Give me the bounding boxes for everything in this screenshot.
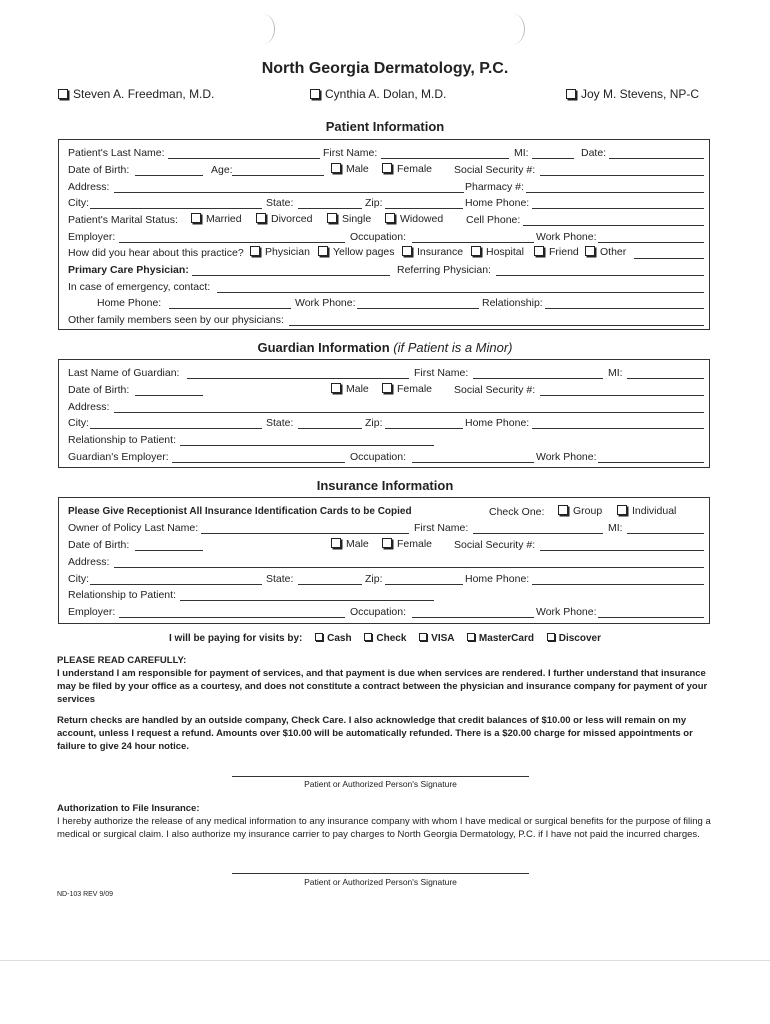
policy-occupation-field[interactable] — [412, 617, 534, 618]
checkbox-icon[interactable] — [310, 89, 320, 99]
widowed-option[interactable]: Widowed — [385, 213, 443, 225]
emergency-contact-field[interactable] — [217, 292, 704, 293]
policy-dob-field[interactable] — [135, 550, 203, 551]
guardian-address-field[interactable] — [114, 412, 704, 413]
referral-hospital-option[interactable]: Hospital — [471, 246, 524, 258]
sex-male-option[interactable]: Male — [331, 163, 369, 175]
checkbox-icon[interactable] — [534, 246, 544, 256]
policy-home-phone-label: Home Phone: — [465, 573, 530, 585]
insurance-cards-note: Please Give Receptionist All Insurance Identification Cards to be Copied — [68, 506, 412, 517]
checkbox-icon[interactable] — [191, 213, 201, 223]
policy-mi-label: MI: — [608, 522, 623, 534]
divorced-option[interactable]: Divorced — [256, 213, 312, 225]
payment-responsibility-text: I understand I am responsible for payment of services, and that payment is due when services are rendered. I further understand that insurance may be filed by your office as a courtesy, and does not constitute a contract between the physician and insurance company for payment of your services — [57, 668, 708, 705]
employer-field[interactable] — [119, 242, 345, 243]
city-label: City: — [68, 197, 89, 209]
patient-section-title: Patient Information — [325, 119, 445, 134]
date-field[interactable] — [609, 158, 704, 159]
referral-physician-option[interactable]: Physician — [250, 246, 310, 258]
policy-first-name-label: First Name: — [414, 522, 469, 534]
zip-label: Zip: — [365, 197, 383, 209]
guardian-occupation-label: Occupation: — [350, 451, 407, 463]
guardian-dob-field[interactable] — [135, 395, 203, 396]
guardian-state-label: State: — [266, 417, 294, 429]
referral-other-option[interactable]: Other — [585, 246, 626, 258]
pay-discover-option[interactable]: Discover — [547, 633, 601, 644]
mi-field[interactable] — [532, 158, 574, 159]
punch-hole-right — [502, 14, 525, 44]
checkbox-icon[interactable] — [327, 213, 337, 223]
guardian-relationship-field[interactable] — [180, 445, 434, 446]
checkbox-icon[interactable] — [256, 213, 266, 223]
occupation-field[interactable] — [412, 242, 534, 243]
checkbox-icon[interactable] — [331, 383, 341, 393]
emergency-relationship-field[interactable] — [545, 308, 704, 309]
policy-owner-field[interactable] — [201, 533, 409, 534]
single-option[interactable]: Single — [327, 213, 371, 225]
punch-hole-left — [252, 14, 275, 44]
address-field[interactable] — [114, 192, 464, 193]
ssn-label: Social Security #: — [454, 164, 536, 176]
cell-phone-label: Cell Phone: — [466, 214, 521, 226]
employer-label: Employer: — [68, 231, 116, 243]
guardian-occupation-field[interactable] — [412, 462, 534, 463]
payment-label: I will be paying for visits by: — [169, 633, 303, 644]
dob-label: Date of Birth: — [68, 164, 130, 176]
guardian-first-name-field[interactable] — [473, 378, 603, 379]
referral-friend-option[interactable]: Friend — [534, 246, 579, 258]
pcp-label: Primary Care Physician: — [68, 264, 189, 276]
referring-physician-label: Referring Physician: — [397, 264, 491, 276]
guardian-state-field[interactable] — [298, 428, 362, 429]
checkbox-icon[interactable] — [547, 633, 555, 641]
guardian-relationship-label: Relationship to Patient: — [68, 434, 176, 446]
checkbox-icon[interactable] — [467, 633, 475, 641]
pay-cash-option[interactable]: Cash — [315, 633, 351, 644]
home-phone-field[interactable] — [532, 208, 704, 209]
pay-check-option[interactable]: Check — [364, 633, 406, 644]
checkbox-icon[interactable] — [617, 505, 627, 515]
age-label: Age: — [211, 164, 233, 176]
emergency-work-phone-field[interactable] — [357, 308, 479, 309]
policy-owner-label: Owner of Policy Last Name: — [68, 522, 199, 534]
policy-city-field[interactable] — [90, 584, 262, 585]
emergency-work-phone-label: Work Phone: — [295, 297, 356, 309]
guardian-home-phone-label: Home Phone: — [465, 417, 530, 429]
signature-line-1[interactable] — [232, 776, 529, 777]
provider-stevens-option[interactable]: Joy M. Stevens, NP-C — [566, 87, 699, 101]
checkbox-icon[interactable] — [58, 89, 68, 99]
policy-relationship-field[interactable] — [180, 600, 434, 601]
pharmacy-field[interactable] — [526, 192, 704, 193]
checkbox-icon[interactable] — [331, 163, 341, 173]
policy-ssn-field[interactable] — [540, 550, 704, 551]
age-field[interactable] — [232, 175, 324, 176]
policy-state-field[interactable] — [298, 584, 362, 585]
occupation-label: Occupation: — [350, 231, 407, 243]
referral-source-label: How did you hear about this practice? — [68, 247, 244, 259]
guardian-work-phone-field[interactable] — [598, 462, 704, 463]
signature-line-2[interactable] — [232, 873, 529, 874]
insurance-section-title: Insurance Information — [316, 478, 454, 493]
insurance-individual-option[interactable]: Individual — [617, 505, 676, 517]
guardian-female-option[interactable]: Female — [382, 383, 432, 395]
state-field[interactable] — [298, 208, 362, 209]
mi-label: MI: — [514, 147, 529, 159]
marital-status-label: Patient's Marital Status: — [68, 214, 178, 226]
work-phone-label: Work Phone: — [536, 231, 597, 243]
policy-home-phone-field[interactable] — [532, 584, 704, 585]
policy-city-label: City: — [68, 573, 89, 585]
last-name-field[interactable] — [168, 158, 320, 159]
guardian-address-label: Address: — [68, 401, 110, 413]
policy-occupation-label: Occupation: — [350, 606, 407, 618]
address-label: Address: — [68, 181, 110, 193]
insurance-group-option[interactable]: Group — [558, 505, 602, 517]
policy-employer-label: Employer: — [68, 606, 116, 618]
guardian-city-label: City: — [68, 417, 89, 429]
guardian-mi-field[interactable] — [627, 378, 704, 379]
guardian-zip-label: Zip: — [365, 417, 383, 429]
emergency-home-phone-label: Home Phone: — [97, 297, 162, 309]
checkbox-icon[interactable] — [315, 633, 323, 641]
checkbox-icon[interactable] — [558, 505, 568, 515]
referring-physician-field[interactable] — [496, 275, 704, 276]
form-revision-id: ND-103 REV 9/09 — [57, 891, 114, 898]
pay-visa-option[interactable]: VISA — [419, 633, 454, 644]
provider-freedman-option[interactable]: Steven A. Freedman, M.D. — [58, 87, 214, 101]
guardian-dob-label: Date of Birth: — [68, 384, 130, 396]
family-members-field[interactable] — [289, 325, 704, 326]
policy-address-label: Address: — [68, 556, 110, 568]
signature-caption-2: Patient or Authorized Person's Signature — [304, 877, 457, 887]
guardian-last-name-field[interactable] — [187, 378, 409, 379]
referral-yellow-pages-option[interactable]: Yellow pages — [318, 246, 395, 258]
first-name-label: First Name: — [323, 147, 378, 159]
guardian-zip-field[interactable] — [385, 428, 463, 429]
emergency-home-phone-field[interactable] — [169, 308, 291, 309]
check-one-label: Check One: — [489, 506, 545, 518]
pcp-field[interactable] — [192, 275, 390, 276]
read-carefully-heading: PLEASE READ CAREFULLY: — [57, 655, 187, 666]
guardian-mi-label: MI: — [608, 367, 623, 379]
pharmacy-label: Pharmacy #: — [465, 181, 524, 193]
checkbox-icon[interactable] — [382, 538, 392, 548]
checkbox-icon[interactable] — [364, 633, 372, 641]
guardian-employer-label: Guardian's Employer: — [68, 451, 169, 463]
guardian-male-option[interactable]: Male — [331, 383, 369, 395]
checkbox-icon[interactable] — [419, 633, 427, 641]
returned-checks-text: Return checks are handled by an outside company, Check Care. I also acknowledge that credit balances of $10.00 or less will remain on my account, unless I request a refund. Amounts over $10.00 will be automatically refunded. There is a $20.00 charge for missed appointments or failure to give 24 hour notice. — [57, 715, 693, 752]
page-title: North Georgia Dermatology, P.C. — [261, 60, 509, 77]
state-label: State: — [266, 197, 294, 209]
referral-other-field[interactable] — [634, 258, 704, 259]
provider-dolan-option[interactable]: Cynthia A. Dolan, M.D. — [310, 87, 446, 101]
zip-field[interactable] — [385, 208, 463, 209]
policy-employer-field[interactable] — [119, 617, 345, 618]
authorization-heading: Authorization to File Insurance: — [57, 803, 200, 814]
authorization-text: I hereby authorize the release of any medical information to any insurance company with whom I have medical or surgical benefits for the purpose of filing a medical or surgical claim. I also authorize my insurance carrier to pay charges to North Georgia Dermatology, P.C. if I have not paid the incurred charges. — [57, 816, 711, 840]
checkbox-icon[interactable] — [382, 163, 392, 173]
checkbox-icon[interactable] — [385, 213, 395, 223]
signature-caption-1: Patient or Authorized Person's Signature — [304, 779, 457, 789]
guardian-ssn-label: Social Security #: — [454, 384, 536, 396]
emergency-relationship-label: Relationship: — [482, 297, 543, 309]
checkbox-icon[interactable] — [402, 246, 412, 256]
emergency-contact-label: In case of emergency, contact: — [68, 281, 211, 293]
sex-female-option[interactable]: Female — [382, 163, 432, 175]
page-edge — [0, 960, 770, 961]
pay-mastercard-option[interactable]: MasterCard — [467, 633, 534, 644]
work-phone-field[interactable] — [598, 242, 704, 243]
first-name-field[interactable] — [381, 158, 509, 159]
policy-work-phone-field[interactable] — [598, 617, 704, 618]
guardian-work-phone-label: Work Phone: — [536, 451, 597, 463]
ssn-field[interactable] — [540, 175, 704, 176]
policy-first-name-field[interactable] — [473, 533, 603, 534]
checkbox-icon[interactable] — [566, 89, 576, 99]
guardian-employer-field[interactable] — [172, 462, 345, 463]
guardian-ssn-field[interactable] — [540, 395, 704, 396]
city-field[interactable] — [90, 208, 262, 209]
policy-dob-label: Date of Birth: — [68, 539, 130, 551]
policy-zip-label: Zip: — [365, 573, 383, 585]
guardian-section-title: Guardian Information (if Patient is a Minor) — [257, 340, 513, 355]
policy-relationship-label: Relationship to Patient: — [68, 589, 176, 601]
family-members-label: Other family members seen by our physicians: — [68, 314, 284, 326]
referral-insurance-option[interactable]: Insurance — [402, 246, 463, 258]
checkbox-icon[interactable] — [471, 246, 481, 256]
dob-field[interactable] — [135, 175, 203, 176]
checkbox-icon[interactable] — [331, 538, 341, 548]
home-phone-label: Home Phone: — [465, 197, 530, 209]
checkbox-icon[interactable] — [318, 246, 328, 256]
policy-address-field[interactable] — [114, 567, 704, 568]
cell-phone-field[interactable] — [523, 225, 704, 226]
policy-state-label: State: — [266, 573, 294, 585]
guardian-city-field[interactable] — [90, 428, 262, 429]
policy-zip-field[interactable] — [385, 584, 463, 585]
policy-female-option[interactable]: Female — [382, 538, 432, 550]
policy-mi-field[interactable] — [627, 533, 704, 534]
policy-ssn-label: Social Security #: — [454, 539, 536, 551]
checkbox-icon[interactable] — [250, 246, 260, 256]
policy-work-phone-label: Work Phone: — [536, 606, 597, 618]
date-label: Date: — [581, 147, 607, 159]
policy-male-option[interactable]: Male — [331, 538, 369, 550]
checkbox-icon[interactable] — [585, 246, 595, 256]
checkbox-icon[interactable] — [382, 383, 392, 393]
guardian-first-name-label: First Name: — [414, 367, 469, 379]
married-option[interactable]: Married — [191, 213, 242, 225]
payment-method-row — [169, 633, 601, 644]
guardian-home-phone-field[interactable] — [532, 428, 704, 429]
last-name-label: Patient's Last Name: — [68, 147, 165, 159]
guardian-last-name-label: Last Name of Guardian: — [68, 367, 180, 379]
